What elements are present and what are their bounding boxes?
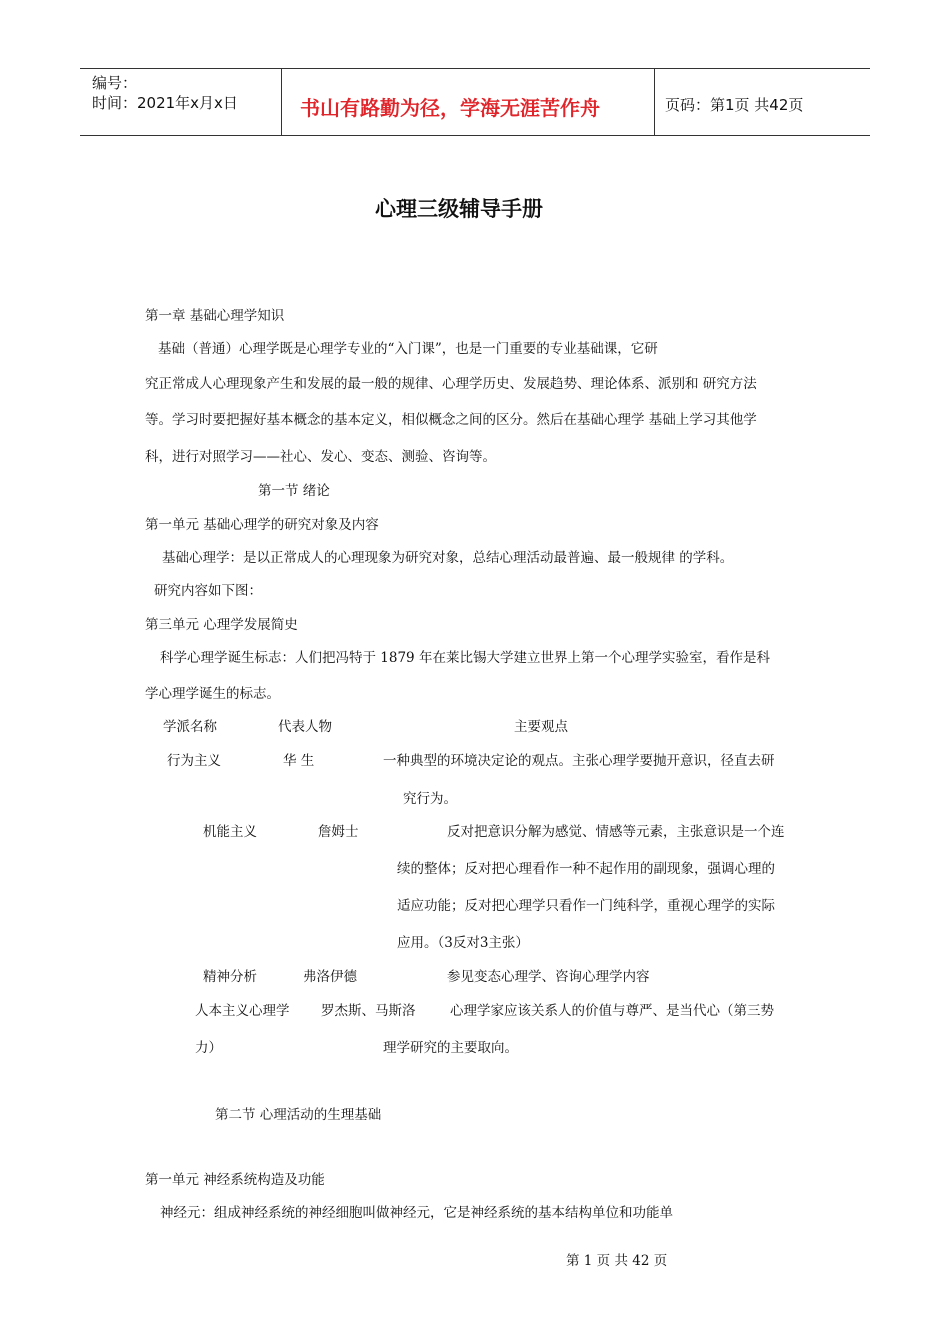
- school-person: 华 生: [283, 753, 315, 769]
- intro-line-3: 等。学习时要把握好基本概念的基本定义，相似概念之间的区分。然后在基础心理学 基础上学习其他学: [145, 412, 757, 428]
- table-header-view: 主要观点: [514, 719, 568, 735]
- intro-line-1: 基础（普通）心理学既是心理学专业的“入门课”，也是一门重要的专业基础课，它研: [158, 341, 658, 357]
- chapter-heading: 第一章 基础心理学知识: [145, 308, 285, 324]
- section-heading-1: 第一节 绪论: [258, 483, 330, 499]
- school-view-line: 应用。（3反对3主张）: [397, 935, 529, 951]
- header-divider-right: [654, 68, 655, 136]
- school-view-line: 适应功能；反对把心理学只看作一门纯科学，重视心理学的实际: [397, 898, 775, 914]
- school-view-line: 一种典型的环境决定论的观点。主张心理学要抛开意识，径直去研: [383, 753, 775, 769]
- school-name-cont: 力）: [195, 1040, 222, 1056]
- school-view-line: 参见变态心理学、咨询心理学内容: [447, 969, 650, 985]
- table-header-school: 学派名称: [163, 719, 217, 735]
- school-name: 精神分析: [203, 969, 257, 985]
- school-name: 机能主义: [203, 824, 257, 840]
- header-serial: 编号：: [92, 74, 138, 92]
- unit-1-body: 基础心理学：是以正常成人的心理现象为研究对象，总结心理活动最普遍、最一般规律 的学科。: [162, 550, 734, 566]
- intro-line-2: 究正常成人心理现象产生和发展的最一般的规律、心理学历史、发展趋势、理论体系、派别和 研究方法: [145, 376, 757, 392]
- school-view-line: 续的整体；反对把心理看作一种不起作用的副现象，强调心理的: [397, 861, 775, 877]
- header-bottom-rule: [80, 135, 870, 136]
- school-view-line: 心理学家应该关系人的价值与尊严、是当代心（第三势: [450, 1003, 774, 1019]
- school-name: 行为主义: [167, 753, 221, 769]
- school-view-line: 究行为。: [403, 791, 457, 807]
- unit-3-body-line-2: 学心理学诞生的标志。: [145, 686, 280, 702]
- school-view-line: 反对把意识分解为感觉、情感等元素，主张意识是一个连: [447, 824, 785, 840]
- intro-line-4: 科，进行对照学习——社心、发心、变态、测验、咨询等。: [145, 449, 496, 465]
- school-person: 弗洛伊德: [303, 969, 357, 985]
- header-date: 时间：2021年x月x日: [92, 94, 238, 112]
- school-name: 人本主义心理学: [195, 1003, 290, 1019]
- header-top-rule: [80, 68, 870, 69]
- unit-3-body-line-1: 科学心理学诞生标志：人们把冯特于 1879 年在莱比锡大学建立世界上第一个心理学实验室，看作是科: [160, 650, 770, 666]
- table-header-person: 代表人物: [278, 719, 332, 735]
- unit-1-note: 研究内容如下图：: [154, 583, 262, 599]
- school-person: 罗杰斯、马斯洛: [321, 1003, 416, 1019]
- neuron-text: 神经元：组成神经系统的神经细胞叫做神经元，它是神经系统的基本结构单位和功能单: [160, 1205, 673, 1221]
- header-divider-left: [281, 68, 282, 136]
- school-person: 詹姆士: [318, 824, 359, 840]
- unit-heading-1: 第一单元 基础心理学的研究对象及内容: [145, 517, 379, 533]
- document-title: 心理三级辅导手册: [375, 197, 543, 221]
- header-motto: 书山有路勤为径，学海无涯苦作舟: [300, 96, 600, 120]
- school-view-line: 理学研究的主要取向。: [383, 1040, 518, 1056]
- unit-heading-3: 第三单元 心理学发展简史: [145, 617, 298, 633]
- header-page-info: 页码：第1页 共42页: [665, 96, 804, 114]
- section-heading-2: 第二节 心理活动的生理基础: [215, 1107, 382, 1123]
- unit-heading-n1: 第一单元 神经系统构造及功能: [145, 1172, 325, 1188]
- footer-page-number: 第 1 页 共 42 页: [566, 1253, 668, 1269]
